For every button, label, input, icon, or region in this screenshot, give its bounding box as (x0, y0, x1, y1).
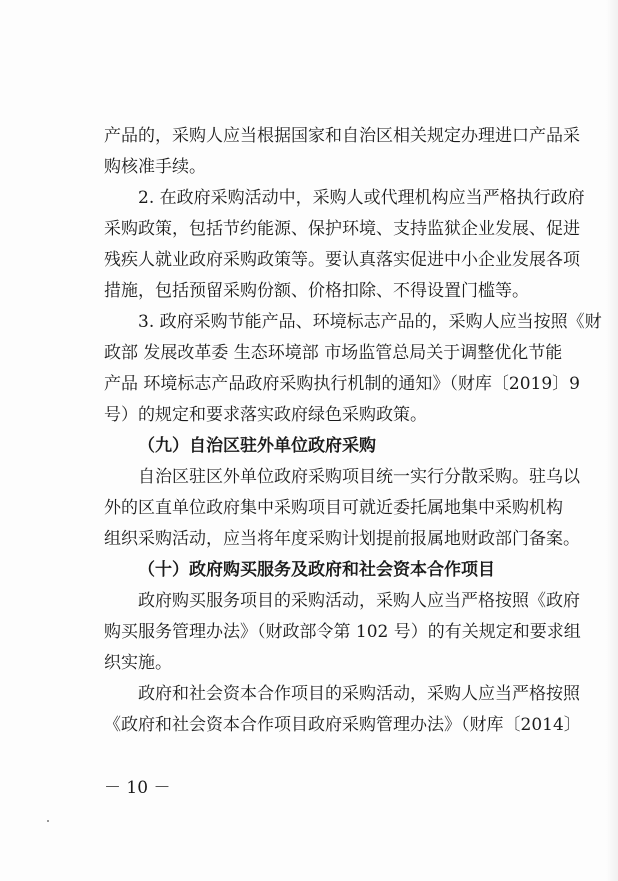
text-line: 号）的规定和要求落实政府绿色采购政策。 (104, 405, 427, 425)
text-line: 购核准手续。 (104, 157, 206, 177)
text-line: 政部 发展改革委 生态环境部 市场监管总局关于调整优化节能 (104, 343, 563, 363)
text-line: 织实施。 (104, 653, 172, 673)
scan-speck (47, 820, 49, 822)
text-line: 购买服务管理办法》（财政部令第 102 号）的有关规定和要求组 (104, 622, 581, 642)
section-heading: （九）自治区驻外单位政府采购 (138, 436, 376, 456)
text-line: 政府购买服务项目的采购活动，采购人应当严格按照《政府 (138, 591, 580, 611)
text-line: 自治区驻区外单位政府采购项目统一实行分散采购。驻乌以 (138, 467, 580, 487)
text-line: 产品的，采购人应当根据国家和自治区相关规定办理进口产品采 (104, 126, 580, 146)
text-line: 3. 政府采购节能产品、环境标志产品的，采购人应当按照《财 (138, 312, 602, 332)
text-line: 措施，包括预留采购份额、价格扣除、不得设置门槛等。 (104, 281, 529, 301)
text-line: 采购政策，包括节约能源、保护环境、支持监狱企业发展、促进 (104, 219, 580, 239)
text-line: 外的区直单位政府集中采购项目可就近委托属地集中采购机构 (104, 498, 563, 518)
text-line: 政府和社会资本合作项目的采购活动，采购人应当严格按照 (138, 684, 580, 704)
text-line: 残疾人就业政府采购政策等。要认真落实促进中小企业发展各项 (104, 250, 580, 270)
scan-edge-shadow (606, 0, 618, 881)
text-line: 2. 在政府采购活动中，采购人或代理机构应当严格执行政府 (138, 188, 585, 208)
text-line: 《政府和社会资本合作项目政府采购管理办法》（财库〔2014〕 (104, 715, 581, 735)
text-line: 产品 环境标志产品政府采购执行机制的通知》（财库〔2019〕9 (104, 374, 580, 394)
page-number: － 10 － (104, 778, 171, 798)
text-line: 组织采购活动，应当将年度采购计划提前报属地财政部门备案。 (104, 529, 580, 549)
section-heading: （十）政府购买服务及政府和社会资本合作项目 (138, 560, 495, 580)
